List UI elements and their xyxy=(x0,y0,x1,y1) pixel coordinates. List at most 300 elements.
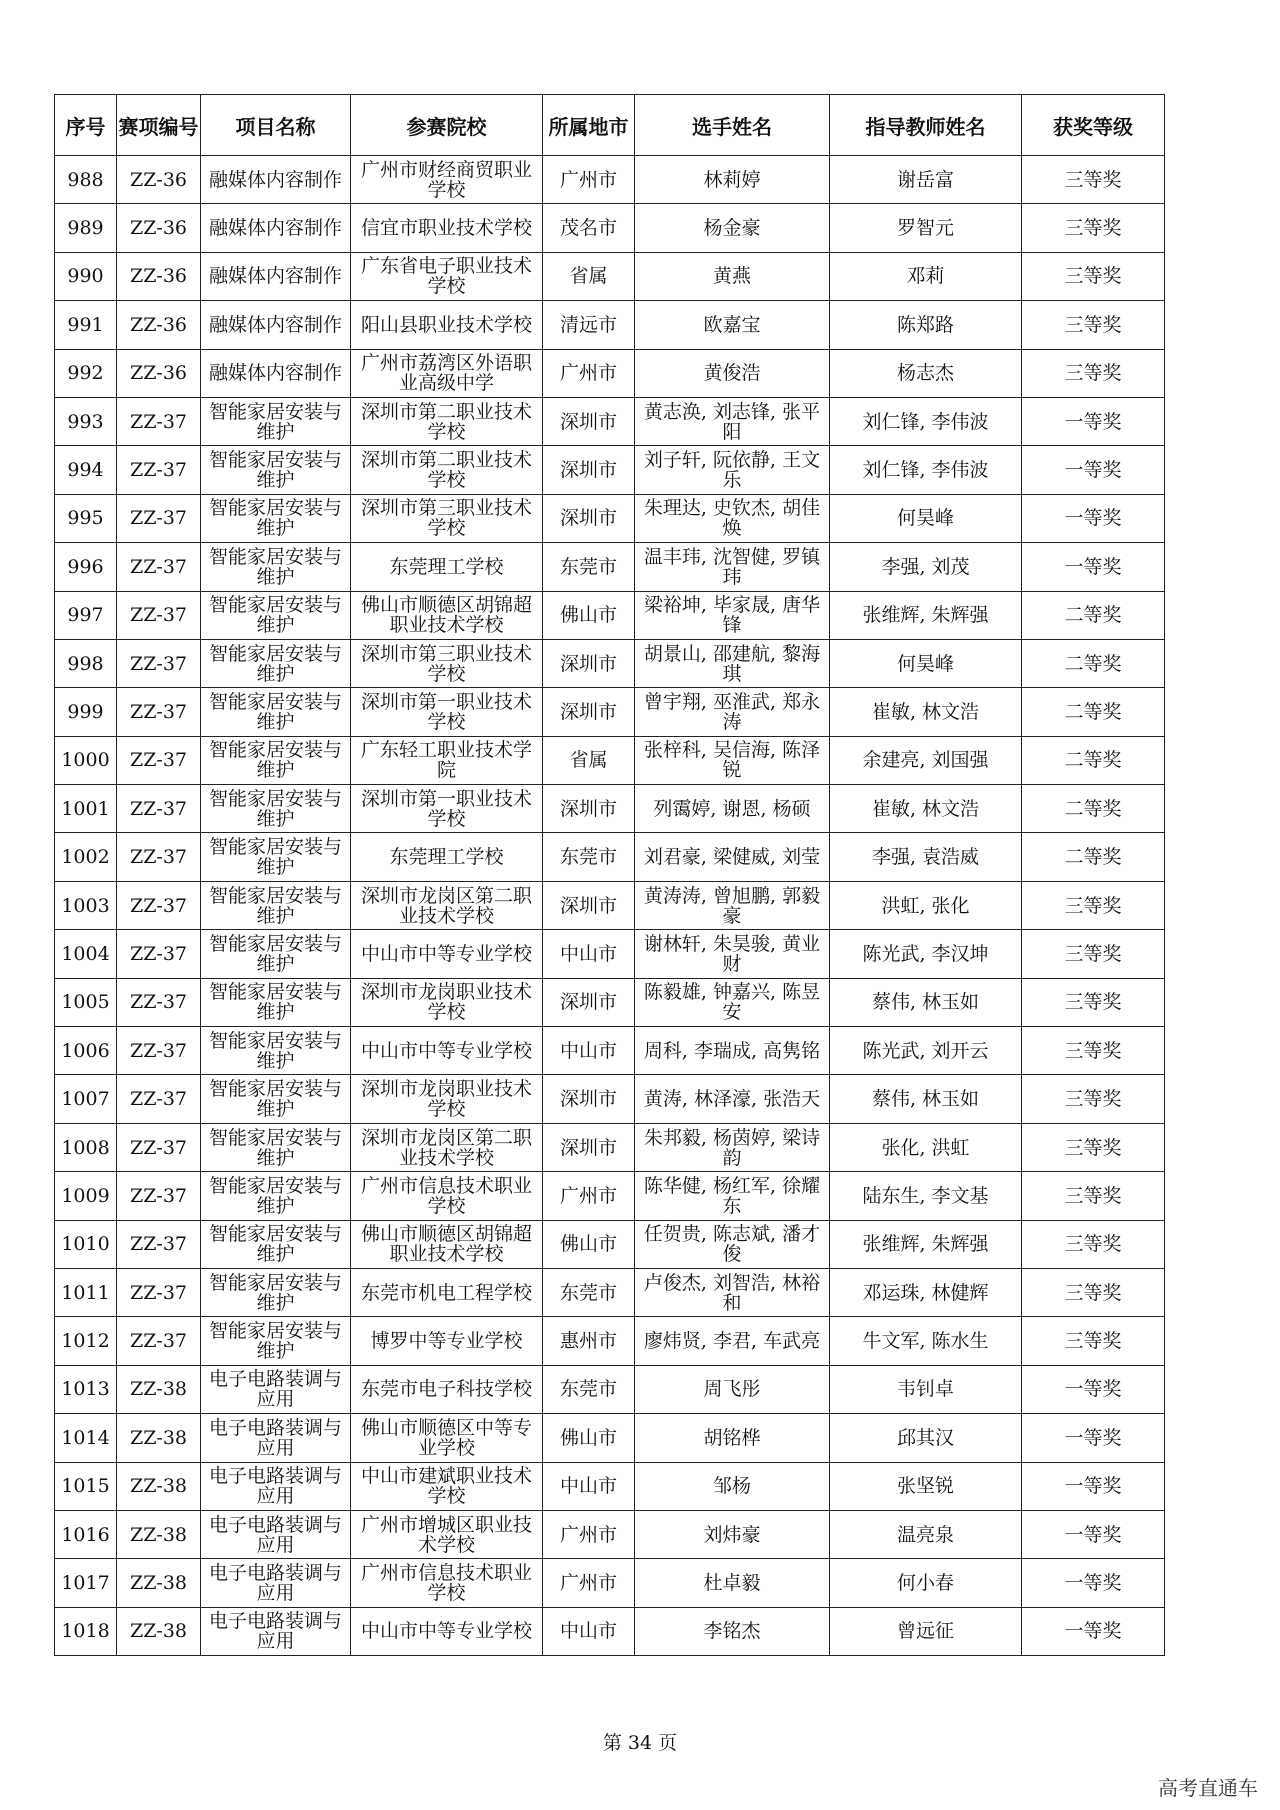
table-row xyxy=(55,1462,1165,1510)
cell-award xyxy=(1022,1365,1165,1413)
cell-text: 陈毅雄, 钟嘉兴, 陈昱安 xyxy=(643,981,821,1024)
cell-text: 智能家居安装与维护 xyxy=(208,1271,342,1314)
cell-text: 深圳市龙岗职业技术学校 xyxy=(360,981,532,1024)
cell-text: 1008 xyxy=(61,1136,110,1159)
cell-text: 1016 xyxy=(61,1523,110,1546)
cell-text: 中山市 xyxy=(559,1620,617,1643)
cell-text: 广州市信息技术职业学校 xyxy=(360,1562,532,1605)
cell-text: 陈光武, 刘开云 xyxy=(862,1039,989,1062)
cell-index xyxy=(55,833,117,881)
cell-index xyxy=(55,397,117,445)
cell-text: 深圳市第二职业技术学校 xyxy=(360,449,532,492)
cell-text: 三等奖 xyxy=(1064,1039,1122,1062)
cell-contestants xyxy=(635,833,830,881)
cell-event-code xyxy=(117,639,201,687)
cell-school xyxy=(351,397,543,445)
cell-text: 一等奖 xyxy=(1064,1475,1122,1498)
cell-index xyxy=(55,1365,117,1413)
cell-city xyxy=(543,1462,635,1510)
cell-text: 深圳市 xyxy=(559,894,617,917)
cell-text: ZZ-36 xyxy=(130,313,187,336)
cell-teachers xyxy=(830,301,1022,349)
cell-city xyxy=(543,1317,635,1365)
cell-project-name xyxy=(201,156,351,204)
table-row xyxy=(55,1220,1165,1268)
cell-text: 刘炜豪 xyxy=(703,1523,761,1546)
cell-text: 佛山市 xyxy=(559,1426,617,1449)
cell-project-name xyxy=(201,639,351,687)
cell-contestants xyxy=(635,1317,830,1365)
cell-city xyxy=(543,1268,635,1316)
cell-text: 谢林轩, 朱昊骏, 黄业财 xyxy=(643,932,821,975)
cell-city xyxy=(543,446,635,494)
cell-text: 刘君豪, 梁健威, 刘莹 xyxy=(643,846,821,869)
cell-text: 智能家居安装与维护 xyxy=(208,594,342,637)
table-row xyxy=(55,639,1165,687)
cell-contestants xyxy=(635,1027,830,1075)
cell-text: ZZ-37 xyxy=(130,1233,187,1256)
cell-text: 三等奖 xyxy=(1064,362,1122,385)
cell-text: ZZ-37 xyxy=(130,797,187,820)
cell-contestants xyxy=(635,252,830,300)
cell-contestants xyxy=(635,397,830,445)
cell-text: ZZ-37 xyxy=(130,555,187,578)
cell-project-name xyxy=(201,881,351,929)
cell-contestants xyxy=(635,1607,830,1655)
cell-city xyxy=(543,833,635,881)
cell-text: 深圳市 xyxy=(559,1088,617,1111)
table-row xyxy=(55,543,1165,591)
cell-teachers xyxy=(830,1027,1022,1075)
cell-text: 韦钊卓 xyxy=(896,1378,954,1401)
cell-text: 深圳市第三职业技术学校 xyxy=(360,497,532,540)
cell-award xyxy=(1022,978,1165,1026)
cell-text: 991 xyxy=(67,313,104,336)
header-col-event-code: 赛项编号 xyxy=(117,95,201,156)
cell-text: 谢岳富 xyxy=(896,168,954,191)
cell-event-code xyxy=(117,881,201,929)
cell-text: 二等奖 xyxy=(1064,652,1122,675)
cell-text: 佛山市 xyxy=(559,1233,617,1256)
cell-text: 广州市增城区职业技术学校 xyxy=(360,1513,532,1556)
cell-text: ZZ-37 xyxy=(130,749,187,772)
cell-text: 1012 xyxy=(61,1330,110,1353)
cell-text: 陈郑路 xyxy=(896,313,954,336)
cell-index xyxy=(55,349,117,397)
cell-text: 李强, 袁浩威 xyxy=(871,846,980,869)
table-row xyxy=(55,1510,1165,1558)
cell-text: 1005 xyxy=(61,991,110,1014)
cell-text: 廖炜贤, 李君, 车武亮 xyxy=(643,1330,821,1353)
table-row xyxy=(55,301,1165,349)
cell-event-code xyxy=(117,1075,201,1123)
cell-text: 三等奖 xyxy=(1064,991,1122,1014)
cell-text: 胡铭桦 xyxy=(703,1426,761,1449)
cell-teachers xyxy=(830,1607,1022,1655)
table-row xyxy=(55,252,1165,300)
cell-text: 智能家居安装与维护 xyxy=(208,1174,342,1217)
table-row xyxy=(55,1268,1165,1316)
cell-text: 东莞理工学校 xyxy=(389,555,504,578)
cell-text: 中山市中等专业学校 xyxy=(360,1039,532,1062)
cell-text: 994 xyxy=(67,459,104,482)
cell-text: 深圳市 xyxy=(559,797,617,820)
cell-project-name xyxy=(201,688,351,736)
cell-teachers xyxy=(830,1268,1022,1316)
cell-text: 陆东生, 李文基 xyxy=(862,1184,989,1207)
cell-teachers xyxy=(830,1172,1022,1220)
cell-text: 广东省电子职业技术学校 xyxy=(360,255,532,298)
cell-index xyxy=(55,881,117,929)
cell-school xyxy=(351,156,543,204)
cell-project-name xyxy=(201,204,351,252)
cell-text: 1009 xyxy=(61,1184,110,1207)
cell-text: 张维辉, 朱辉强 xyxy=(862,604,989,627)
cell-project-name xyxy=(201,1462,351,1510)
cell-project-name xyxy=(201,301,351,349)
cell-contestants xyxy=(635,1365,830,1413)
cell-city xyxy=(543,736,635,784)
cell-project-name xyxy=(201,930,351,978)
cell-text: 三等奖 xyxy=(1064,1136,1122,1159)
header-col-city: 所属地市 xyxy=(543,95,635,156)
cell-text: ZZ-37 xyxy=(130,1039,187,1062)
cell-text: 1004 xyxy=(61,942,110,965)
cell-event-code xyxy=(117,494,201,542)
cell-text: 一等奖 xyxy=(1064,507,1122,530)
cell-text: 曾宇翔, 巫淮武, 郑永涛 xyxy=(643,690,821,733)
cell-text: 深圳市龙岗区第二职业技术学校 xyxy=(360,1126,532,1169)
cell-school xyxy=(351,1027,543,1075)
cell-teachers xyxy=(830,1414,1022,1462)
cell-text: 张坚锐 xyxy=(896,1475,954,1498)
cell-school xyxy=(351,591,543,639)
cell-text: 崔敏, 林文浩 xyxy=(871,700,980,723)
cell-event-code xyxy=(117,397,201,445)
cell-school xyxy=(351,494,543,542)
cell-text: ZZ-36 xyxy=(130,168,187,191)
cell-text: 广州市 xyxy=(559,168,617,191)
cell-contestants xyxy=(635,446,830,494)
cell-text: ZZ-37 xyxy=(130,652,187,675)
cell-event-code xyxy=(117,1510,201,1558)
cell-award xyxy=(1022,494,1165,542)
cell-text: 周飞彤 xyxy=(703,1378,761,1401)
cell-project-name xyxy=(201,1510,351,1558)
cell-event-code xyxy=(117,688,201,736)
cell-text: 信宜市职业技术学校 xyxy=(360,217,532,240)
cell-text: 一等奖 xyxy=(1064,1426,1122,1449)
cell-award xyxy=(1022,301,1165,349)
header-col-contestants: 选手姓名 xyxy=(635,95,830,156)
cell-index xyxy=(55,1075,117,1123)
cell-project-name xyxy=(201,833,351,881)
cell-teachers xyxy=(830,833,1022,881)
cell-text: ZZ-38 xyxy=(130,1620,187,1643)
cell-school xyxy=(351,736,543,784)
cell-award xyxy=(1022,543,1165,591)
cell-text: 三等奖 xyxy=(1064,1088,1122,1111)
cell-text: 何昊峰 xyxy=(896,652,954,675)
cell-text: 中山市 xyxy=(559,942,617,965)
cell-contestants xyxy=(635,156,830,204)
cell-award xyxy=(1022,1027,1165,1075)
cell-index xyxy=(55,1510,117,1558)
cell-text: 深圳市第一职业技术学校 xyxy=(360,787,532,830)
cell-contestants xyxy=(635,785,830,833)
cell-event-code xyxy=(117,1027,201,1075)
cell-text: 杨金豪 xyxy=(703,217,761,240)
cell-text: 智能家居安装与维护 xyxy=(208,1126,342,1169)
cell-school xyxy=(351,1510,543,1558)
cell-text: 李铭杰 xyxy=(703,1620,761,1643)
cell-teachers xyxy=(830,1123,1022,1171)
cell-teachers xyxy=(830,1075,1022,1123)
cell-text: 中山市 xyxy=(559,1039,617,1062)
cell-city xyxy=(543,1075,635,1123)
cell-text: 蔡伟, 林玉如 xyxy=(871,1088,980,1111)
cell-city xyxy=(543,785,635,833)
cell-text: 电子电路装调与应用 xyxy=(208,1610,342,1653)
table-row xyxy=(55,156,1165,204)
cell-project-name xyxy=(201,591,351,639)
cell-text: 杜卓毅 xyxy=(703,1572,761,1595)
cell-text: 1010 xyxy=(61,1233,110,1256)
cell-teachers xyxy=(830,1462,1022,1510)
cell-text: 佛山市顺德区胡锦超职业技术学校 xyxy=(360,1223,532,1266)
cell-text: 广州市信息技术职业学校 xyxy=(360,1174,532,1217)
cell-text: ZZ-37 xyxy=(130,1136,187,1159)
cell-school xyxy=(351,978,543,1026)
cell-text: 智能家居安装与维护 xyxy=(208,1029,342,1072)
cell-index xyxy=(55,1220,117,1268)
cell-project-name xyxy=(201,446,351,494)
cell-text: 茂名市 xyxy=(559,217,617,240)
cell-school xyxy=(351,1268,543,1316)
cell-award xyxy=(1022,591,1165,639)
cell-text: 深圳市 xyxy=(559,507,617,530)
cell-text: 融媒体内容制作 xyxy=(208,168,342,191)
cell-text: 林莉婷 xyxy=(703,168,761,191)
cell-text: 陈光武, 李汉坤 xyxy=(862,942,989,965)
cell-event-code xyxy=(117,156,201,204)
cell-text: 广州市荔湾区外语职业高级中学 xyxy=(360,352,532,395)
cell-text: 崔敏, 林文浩 xyxy=(871,797,980,820)
cell-text: 融媒体内容制作 xyxy=(208,313,342,336)
cell-teachers xyxy=(830,397,1022,445)
cell-award xyxy=(1022,397,1165,445)
cell-text: 中山市中等专业学校 xyxy=(360,942,532,965)
table-row xyxy=(55,397,1165,445)
cell-contestants xyxy=(635,688,830,736)
cell-contestants xyxy=(635,1220,830,1268)
cell-event-code xyxy=(117,1317,201,1365)
cell-text: 黄涛, 林泽濠, 张浩天 xyxy=(643,1088,821,1111)
table-row xyxy=(55,881,1165,929)
cell-project-name xyxy=(201,494,351,542)
cell-index xyxy=(55,1317,117,1365)
cell-contestants xyxy=(635,1075,830,1123)
cell-index xyxy=(55,930,117,978)
cell-teachers xyxy=(830,881,1022,929)
cell-text: 三等奖 xyxy=(1064,942,1122,965)
cell-award xyxy=(1022,156,1165,204)
cell-school xyxy=(351,1123,543,1171)
cell-index xyxy=(55,639,117,687)
cell-text: ZZ-37 xyxy=(130,1330,187,1353)
cell-award xyxy=(1022,930,1165,978)
cell-event-code xyxy=(117,446,201,494)
cell-text: 电子电路装调与应用 xyxy=(208,1416,342,1459)
cell-contestants xyxy=(635,881,830,929)
cell-award xyxy=(1022,446,1165,494)
cell-text: 989 xyxy=(67,217,104,240)
cell-text: 智能家居安装与维护 xyxy=(208,1078,342,1121)
cell-contestants xyxy=(635,204,830,252)
cell-text: 深圳市第三职业技术学校 xyxy=(360,642,532,685)
cell-event-code xyxy=(117,1172,201,1220)
cell-text: 998 xyxy=(67,652,104,675)
cell-text: 993 xyxy=(67,410,104,433)
cell-text: 一等奖 xyxy=(1064,1620,1122,1643)
cell-index xyxy=(55,1027,117,1075)
cell-text: 三等奖 xyxy=(1064,168,1122,191)
cell-contestants xyxy=(635,349,830,397)
cell-project-name xyxy=(201,1027,351,1075)
cell-text: 杨志杰 xyxy=(896,362,954,385)
table-row xyxy=(55,978,1165,1026)
cell-text: 东莞市 xyxy=(559,1281,617,1304)
cell-text: 智能家居安装与维护 xyxy=(208,497,342,540)
cell-text: 二等奖 xyxy=(1064,797,1122,820)
cell-index xyxy=(55,252,117,300)
cell-text: 曾远征 xyxy=(896,1620,954,1643)
cell-school xyxy=(351,301,543,349)
cell-text: 朱理达, 史钦杰, 胡佳焕 xyxy=(643,497,821,540)
cell-award xyxy=(1022,1510,1165,1558)
cell-text: 智能家居安装与维护 xyxy=(208,884,342,927)
header-col-project-name: 项目名称 xyxy=(201,95,351,156)
cell-text: ZZ-38 xyxy=(130,1378,187,1401)
cell-city xyxy=(543,1510,635,1558)
cell-text: 中山市 xyxy=(559,1475,617,1498)
cell-text: 刘仁锋, 李伟波 xyxy=(862,410,989,433)
cell-text: ZZ-38 xyxy=(130,1426,187,1449)
cell-teachers xyxy=(830,349,1022,397)
cell-project-name xyxy=(201,1414,351,1462)
cell-text: ZZ-38 xyxy=(130,1523,187,1546)
cell-school xyxy=(351,1317,543,1365)
cell-text: 深圳市龙岗职业技术学校 xyxy=(360,1078,532,1121)
cell-index xyxy=(55,1172,117,1220)
cell-index xyxy=(55,543,117,591)
cell-text: 1002 xyxy=(61,846,110,869)
table-row xyxy=(55,1607,1165,1655)
cell-text: 二等奖 xyxy=(1064,700,1122,723)
cell-school xyxy=(351,639,543,687)
cell-project-name xyxy=(201,785,351,833)
cell-text: 邱其汉 xyxy=(896,1426,954,1449)
cell-text: 一等奖 xyxy=(1064,459,1122,482)
cell-project-name xyxy=(201,1172,351,1220)
cell-teachers xyxy=(830,446,1022,494)
cell-project-name xyxy=(201,1559,351,1607)
cell-text: ZZ-38 xyxy=(130,1572,187,1595)
page-number: 第 34 页 xyxy=(602,1732,678,1754)
cell-index xyxy=(55,736,117,784)
header-col-teachers: 指导教师姓名 xyxy=(830,95,1022,156)
cell-award xyxy=(1022,252,1165,300)
cell-text: 智能家居安装与维护 xyxy=(208,981,342,1024)
cell-text: ZZ-38 xyxy=(130,1475,187,1498)
cell-index xyxy=(55,591,117,639)
cell-project-name xyxy=(201,543,351,591)
cell-event-code xyxy=(117,252,201,300)
cell-city xyxy=(543,543,635,591)
cell-text: 三等奖 xyxy=(1064,894,1122,917)
cell-text: 刘仁锋, 李伟波 xyxy=(862,459,989,482)
cell-contestants xyxy=(635,639,830,687)
cell-city xyxy=(543,204,635,252)
cell-text: 温亮泉 xyxy=(896,1523,954,1546)
cell-text: 三等奖 xyxy=(1064,265,1122,288)
cell-text: ZZ-37 xyxy=(130,700,187,723)
cell-text: 996 xyxy=(67,555,104,578)
cell-contestants xyxy=(635,930,830,978)
table-body xyxy=(55,156,1165,1656)
cell-text: ZZ-37 xyxy=(130,894,187,917)
cell-school xyxy=(351,1172,543,1220)
cell-event-code xyxy=(117,1607,201,1655)
table-row xyxy=(55,349,1165,397)
cell-event-code xyxy=(117,349,201,397)
cell-text: 990 xyxy=(67,265,104,288)
table-row xyxy=(55,1172,1165,1220)
cell-event-code xyxy=(117,1414,201,1462)
cell-text: 三等奖 xyxy=(1064,1281,1122,1304)
cell-award xyxy=(1022,1075,1165,1123)
cell-text: 卢俊杰, 刘智浩, 林裕和 xyxy=(643,1271,821,1314)
cell-event-code xyxy=(117,833,201,881)
table-row xyxy=(55,1123,1165,1171)
cell-award xyxy=(1022,833,1165,881)
cell-text: 广州市 xyxy=(559,1572,617,1595)
cell-project-name xyxy=(201,1123,351,1171)
cell-teachers xyxy=(830,204,1022,252)
cell-text: 广州市 xyxy=(559,1523,617,1546)
cell-contestants xyxy=(635,591,830,639)
cell-text: 朱邦毅, 杨茵婷, 梁诗韵 xyxy=(643,1126,821,1169)
cell-city xyxy=(543,591,635,639)
cell-text: 胡景山, 邵建航, 黎海琪 xyxy=(643,642,821,685)
cell-event-code xyxy=(117,1220,201,1268)
cell-event-code xyxy=(117,543,201,591)
cell-school xyxy=(351,930,543,978)
cell-text: 1000 xyxy=(61,749,110,772)
cell-award xyxy=(1022,1172,1165,1220)
cell-index xyxy=(55,978,117,1026)
table-row xyxy=(55,688,1165,736)
cell-project-name xyxy=(201,349,351,397)
cell-index xyxy=(55,1462,117,1510)
cell-contestants xyxy=(635,736,830,784)
cell-index xyxy=(55,688,117,736)
cell-text: 陈华健, 杨红军, 徐耀东 xyxy=(643,1174,821,1217)
cell-text: 东莞市机电工程学校 xyxy=(360,1281,532,1304)
cell-text: 省属 xyxy=(569,749,608,772)
cell-text: 深圳市 xyxy=(559,700,617,723)
cell-city xyxy=(543,1607,635,1655)
